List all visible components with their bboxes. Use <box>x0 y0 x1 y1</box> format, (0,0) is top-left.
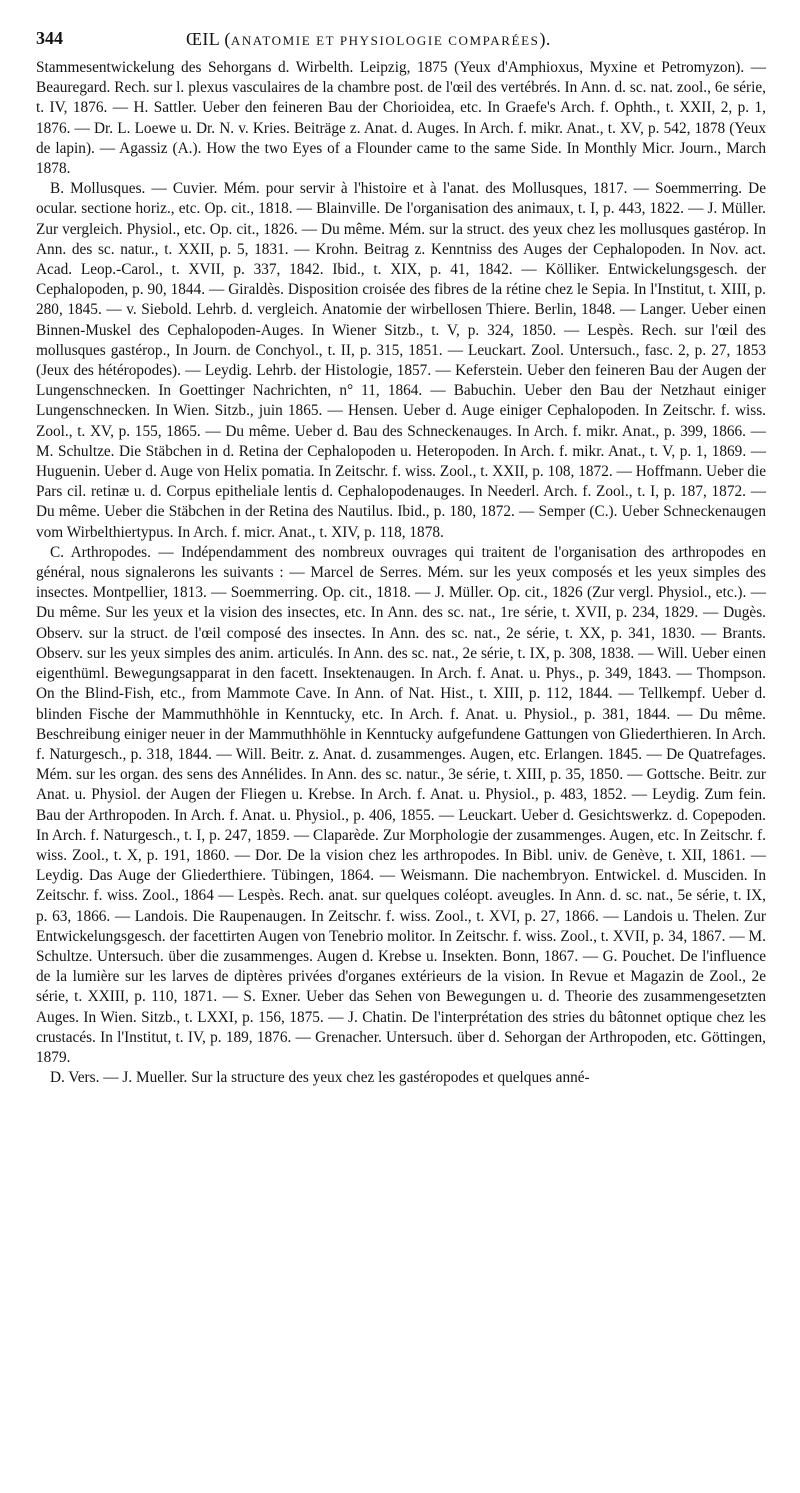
page <box>36 28 766 1088</box>
running-title-end: ). <box>539 29 551 49</box>
paragraph-vers: D. Vers. — J. Mueller. Sur la structure des yeux chez les gastéropodes et quelques anné- <box>50 1069 590 1087</box>
paragraph-vertebrates-continued: Stammesentwickelung des Sehorgans d. Wirbelth. Leipzig, 1875 (Yeux d'Amphioxus, Myxine et Petromyzon). — Beauregard. Rech. sur l. plexus vasculaires de la chambre post. de l'œil des vertébrés. In Ann. d. sc. nat. zool., 6e série, t. IV, 1876. — H. Sattler. Ueber den feineren Bau der Chorioidea, etc. In Graefe's Arch. f. Ophth., t. XXII, 2, p. 1, 1876. — Dr. L. Loewe u. Dr. N. v. Kries. Beiträge z. Anat. d. Auges. In Arch. f. mikr. Anat., t. XV, p. 542, 1878 (Yeux de lapin). — Agassiz (A.). How the two Eyes of a Flounder came to the same Side. In Monthly Micr. Journ., March 1878. <box>36 59 766 178</box>
running-title-main: ŒIL ( <box>186 29 231 49</box>
running-header <box>36 28 766 58</box>
paragraph-arthropodes: C. Arthropodes. — Indépendamment des nombreux ouvrages qui traitent de l'organisation des arthropodes en général, nous signalerons les suivants : — Marcel de Serres. Mém. sur les yeux composés et les yeux simples des insectes. Montpellier, 1813. — Soemmerring. Op. cit., 1818. — J. Müller. Op. cit., 1826 (Zur vergl. Physiol., etc.). — Du même. Sur les yeux et la vision des insectes, etc. In Ann. des sc. nat., 1re série, t. XVII, p. 234, 1829. — Dugès. Observ. sur la struct. de l'œil composé des insectes. In Ann. des sc. nat., 2e série, t. XX, p. 341, 1830. — Brants. Observ. sur les yeux simples des anim. articulés. In Ann. des sc. nat., 2e série, t. IX, p. 308, 1838. — Will. Ueber einen eigenthüml. Bewegungsapparat in den facett. Insektenaugen. In Arch. f. Anat. u. Phys., p. 349, 1843. — Thompson. On the Blind-Fish, etc., from Mammote Cave. In Ann. of Nat. Hist., t. XIII, p. 112, 1844. — Tellkempf. Ueber d. blinden Fische der Mammuthhöhle in Kenntucky, etc. In Arch. f. Anat. u. Physiol., p. 381, 1844. — Du même. Beschreibung einiger neuer in der Mammuthhöhle in Kenntucky aufgefundene Gattungen von Gliederthieren. In Arch. f. Naturgesch., p. 318, 1844. — Will. Beitr. z. Anat. d. zusammenges. Augen, etc. Erlangen. 1845. — De Quatrefages. Mém. sur les organ. des sens des Annélides. In Ann. des sc. natur., 3e série, t. XIII, p. 35, 1850. — Gottsche. Beitr. zur Anat. u. Physiol. der Augen der Fliegen u. Krebse. In Arch. f. Anat. u. Physiol., p. 483, 1852. — Leydig. Zum fein. Bau der Arthropoden. In Arch. f. Anat. u. Physiol., p. 406, 1855. — Leuckart. Ueber d. Gesichtswerkz. d. Copepoden. In Arch. f. Naturgesch., t. I, p. 247, 1859. — Claparède. Zur Morphologie der zusammenges. Augen, etc. In Zeitschr. f. wiss. Zool., t. X, p. 191, 1860. — Dor. De la vision chez les arthropodes. In Bibl. univ. de Genève, t. XII, 1861. — Leydig. Das Auge der Gliederthiere. Tübingen, 1864. — Weismann. Die nachembryon. Entwickel. d. Musciden. In Zeitschr. f. wiss. Zool., 1864 — Lespès. Rech. anat. sur quelques coléopt. aveugles. In Ann. d. sc. nat., 5e série, t. IX, p. 63, 1866. — Landois. Die Raupenaugen. In Zeitschr. f. wiss. Zool., t. XVI, p. 27, 1866. — Landois u. Thelen. Zur Entwickelungsgesch. der facettirten Augen von Tenebrio molitor. In Zeitschr. f. wiss. Zool., t. XVII, p. 34, 1867. — M. Schultze. Untersuch. über die zusammenges. Augen d. Krebse u. Insekten. Bonn, 1867. — G. Pouchet. De l'influence de la lumière sur les larves de diptères privées d'organes extérieurs de la vision. In Revue et Magazin de Zool., 2e série, t. XXIII, p. 110, 1871. — S. Exner. Ueber das Sehen von Bewegungen u. d. Theorie des zusammengesetzten Auges. In Wien. Sitzb., t. LXXI, p. 156, 1875. — J. Chatin. De l'interprétation des stries du bâtonnet optique chez les crustacés. In l'Institut, t. IV, p. 189, 1876. — Grenacher. Untersuch. über d. Sehorgan der Arthropoden, etc. Göttingen, 1879. <box>36 543 766 1066</box>
page-number: 344 <box>36 28 63 48</box>
running-title <box>186 29 551 51</box>
paragraph-mollusques: B. Mollusques. — Cuvier. Mém. pour servir à l'histoire et à l'anat. des Mollusques, 1817. — Soemmerring. De ocular. sectione horiz., etc. Op. cit., 1818. — Blainville. De l'organisation des animaux, t. I, p. 443, 1822. — J. Müller. Zur vergleich. Physiol., etc. Op. cit., 1826. — Du même. Mém. sur la struct. des yeux chez les mollusques gastérop. In Ann. des sc. natur., t. XXII, p. 5, 1831. — Krohn. Beitrag z. Kenntniss des Auges der Cephalopoden. In Nov. act. Acad. Leop.-Carol., t. XVII, p. 337, 1842. Ibid., t. XIX, p. 41, 1842. — Kölliker. Entwickelungsgesch. der Cephalopoden, p. 90, 1844. — Giraldès. Disposition croisée des fibres de la rétine chez le Sepia. In l'Institut, t. XIII, p. 280, 1845. — v. Siebold. Lehrb. d. vergleich. Anatomie der wirbellosen Thiere. Berlin, 1848. — Langer. Ueber einen Binnen-Muskel des Cephalopoden-Auges. In Wiener Sitzb., t. V, p. 324, 1850. — Lespès. Rech. sur l'œil des mollusques gastérop., In Journ. de Conchyol., t. II, p. 315, 1851. — Leuckart. Zool. Untersuch., fasc. 2, p. 27, 1853 (Jeux des hétéropodes). — Leydig. Lehrb. der Histologie, 1857. — Keferstein. Ueber den feineren Bau der Augen der Lungenschnecken. In Goettinger Nachrichten, n° 11, 1864. — Babuchin. Ueber den Bau der Netzhaut einiger Lungenschnecken. In Wien. Sitzb., juin 1865. — Hensen. Ueber d. Auge einiger Cephalopoden. In Zeitschr. f. wiss. Zool., t. XV, p. 155, 1865. — Du même. Ueber d. Bau des Schneckenauges. In Arch. f. mikr. Anat., p. 399, 1866. — M. Schultze. Die Stäbchen in d. Retina der Cephalopoden u. Heteropoden. In Arch. f. mikr. Anat., t. V, p. 1, 1869. — Huguenin. Ueber d. Auge von Helix pomatia. In Zeitschr. f. wiss. Zool., t. XXII, p. 108, 1872. — Hoffmann. Ueber die Pars cil. retinæ u. d. Corpus epitheliale lentis d. Cephalopodenauges. In Neederl. Arch. f. Zool., t. I, p. 187, 1872. — Du même. Ueber die Stäbchen in der Retina des Nautilus. Ibid., p. 180, 1872. — Semper (C.). Ueber Schneckenaugen vom Wirbelthiertypus. In Arch. f. micr. Anat., t. XIV, p. 118, 1878. <box>36 180 766 541</box>
running-title-subtitle: ANATOMIE ET PHYSIOLOGIE COMPARÉES <box>230 33 540 48</box>
